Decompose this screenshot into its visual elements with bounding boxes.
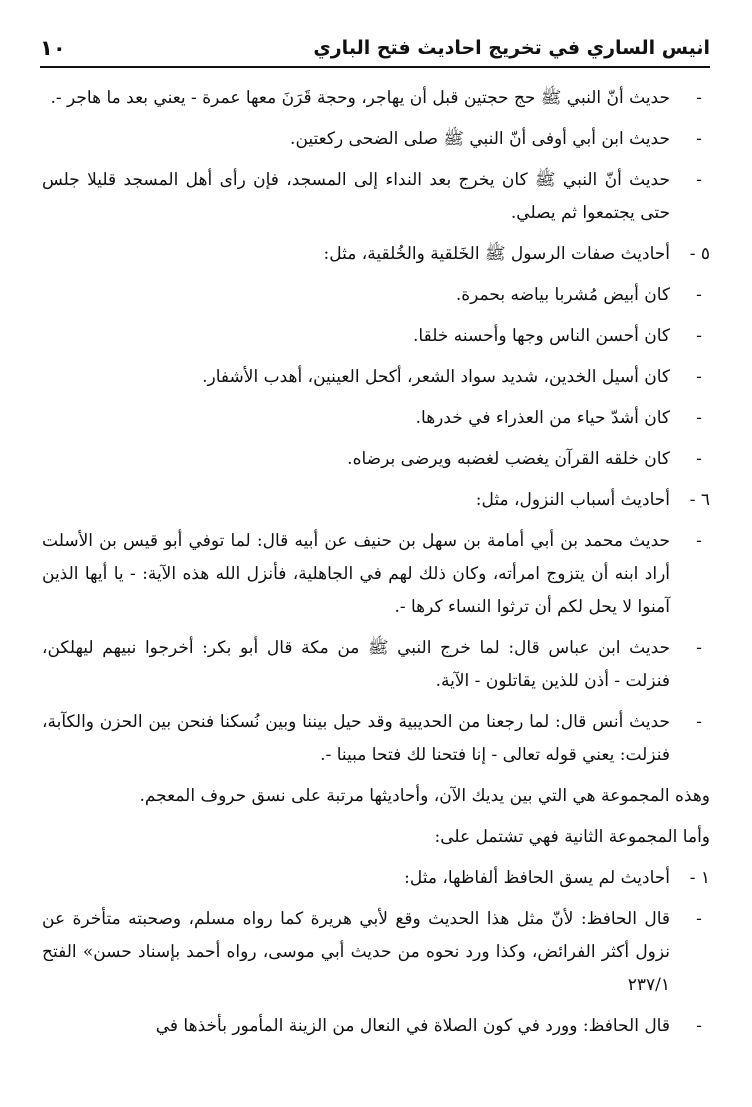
book-title: انيس الساري في تخريج احاديث فتح الباري <box>313 37 710 59</box>
item-text: وأما المجموعة الثانية فهي تشتمل على: <box>434 827 710 847</box>
item-marker: - <box>696 638 702 658</box>
list-item <box>42 164 710 230</box>
numbered-heading <box>42 862 710 895</box>
item-text: حديث أنس قال: لما رجعنا من الحديبية وقد حيل بيننا وبين نُسكنا فنحن بين الحزن والكآبة، فنزلت: يعني قوله تعالى - إنا فتحنا لك فتحا مبينا -. <box>42 712 670 765</box>
list-item <box>42 1010 710 1043</box>
item-marker: - <box>696 170 702 190</box>
list-item <box>42 903 710 1002</box>
item-text: كان أشدّ حياء من العذراء في خدرها. <box>415 408 670 428</box>
item-text: حديث ابن عباس قال: لما خرج النبي ﷺ من مكة قال أبو بكر: أخرجوا نبيهم ليهلكن، فنزلت - أذن للذين يقاتلون - الآية. <box>42 638 670 691</box>
list-item <box>42 320 710 353</box>
running-header <box>40 30 710 68</box>
item-text: أحاديث لم يسق الحافظ ألفاظها، مثل: <box>404 868 670 888</box>
list-item <box>42 361 710 394</box>
numbered-heading <box>42 238 710 271</box>
item-marker: - <box>696 326 702 346</box>
numbered-heading <box>42 484 710 517</box>
item-text: أحاديث أسباب النزول، مثل: <box>475 490 670 510</box>
item-marker: - <box>696 712 702 732</box>
paragraph <box>42 780 710 813</box>
item-text: حديث ابن أبي أوفى أنّ النبي ﷺ صلى الضحى ركعتين. <box>290 129 670 149</box>
list-item <box>42 123 710 156</box>
item-marker: - <box>696 449 702 469</box>
list-item <box>42 706 710 772</box>
item-marker: - <box>696 129 702 149</box>
item-text: كان أحسن الناس وجها وأحسنه خلقا. <box>413 326 670 346</box>
item-text: أحاديث صفات الرسول ﷺ الخَلقية والخُلقية، مثل: <box>323 244 670 264</box>
list-item <box>42 279 710 312</box>
item-marker: - <box>696 909 702 929</box>
item-marker: - <box>696 531 702 551</box>
list-item <box>42 443 710 476</box>
item-text: قال الحافظ: لأنّ مثل هذا الحديث وقع لأبي هريرة كما رواه مسلم، وصحبته متأخرة عن نزول أكثر الفرائض، وكذا ورد نحوه من حديث أبي موسى، رواه أحمد بإسناد حسن» الفتح ٢٣٧/١ <box>42 909 670 995</box>
item-marker: ٥ - <box>689 244 710 264</box>
list-item <box>42 82 710 115</box>
item-marker: ٦ - <box>689 490 710 510</box>
item-text: قال الحافظ: وورد في كون الصلاة في النعال من الزينة المأمور بأخذها في <box>155 1016 670 1036</box>
list-item <box>42 402 710 435</box>
item-marker: - <box>696 1016 702 1036</box>
page-body <box>42 82 710 1051</box>
item-text: حديث أنّ النبي ﷺ كان يخرج بعد النداء إلى المسجد، فإن رأى أهل المسجد قليلا جلس حتى يجتمعوا ثم يصلي. <box>42 170 670 223</box>
item-marker: ١ - <box>689 868 710 888</box>
item-marker: - <box>696 285 702 305</box>
item-text: كان أسيل الخدين، شديد سواد الشعر، أكحل العينين، أهدب الأشفار. <box>202 367 670 387</box>
list-item <box>42 632 710 698</box>
item-text: كان أبيض مُشربا بياضه بحمرة. <box>455 285 670 305</box>
item-text: وهذه المجموعة هي التي بين يديك الآن، وأحاديثها مرتبة على نسق حروف المعجم. <box>139 786 710 806</box>
item-marker: - <box>696 88 702 108</box>
item-text: كان خلقه القرآن يغضب لغضبه ويرضى برضاه. <box>347 449 670 469</box>
list-item <box>42 525 710 624</box>
page-number: ١٠ <box>40 36 66 60</box>
item-marker: - <box>696 408 702 428</box>
item-text: حديث أنّ النبي ﷺ حج حجتين قبل أن يهاجر، وحجة قَرَنَ معها عمرة - يعني بعد ما هاجر -. <box>50 88 670 108</box>
item-text: حديث محمد بن أبي أمامة بن سهل بن حنيف عن أبيه قال: لما توفي أبو قيس بن الأسلت أراد ابنه أن يتزوج امرأته، وكان ذلك لهم في الجاهلية، فأنزل الله هذه الآية: - يا أيها الذين آمنوا لا يحل لكم أن ترثوا النساء كرها -. <box>42 531 670 617</box>
item-marker: - <box>696 367 702 387</box>
paragraph <box>42 821 710 854</box>
